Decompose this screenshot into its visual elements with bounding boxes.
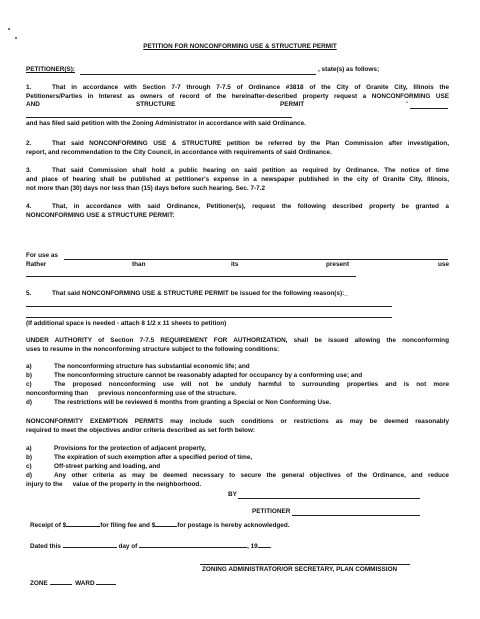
petitioner-sign-label: PETITIONER — [252, 508, 291, 515]
p4-line1 — [26, 203, 449, 211]
p2-number: 2. — [26, 140, 32, 147]
dated-text-c: , 19 — [247, 543, 258, 550]
criteria-d-line2-b: value of the property in the neighborhood. — [72, 481, 202, 488]
criteria-d-letter: d) — [26, 472, 33, 479]
dated-text-a: Dated this — [30, 543, 61, 550]
postage-field[interactable] — [155, 520, 177, 527]
zone-label: ZONE — [30, 580, 48, 587]
criteria-c-letter: c) — [26, 463, 32, 470]
p1-line4: and has filed said petition with the Zoning Administrator in accordance with said Ordinance. — [26, 120, 306, 127]
p1-blank-long[interactable] — [26, 117, 292, 118]
criteria-c — [26, 463, 160, 471]
p3-line2: and place of hearing shall be published at petitioner's expense in a newspaper published in the city of Granite City, Illinois, — [26, 176, 449, 183]
criteria-d-line2-a: injury to the — [26, 481, 63, 488]
for-use-word-use: use — [438, 261, 450, 268]
p1-word-permit: PERMIT — [280, 101, 305, 108]
petitioner-label: PETITIONER(S): — [26, 66, 75, 73]
p1-word-and: AND — [26, 101, 40, 108]
p2-text: That said NONCONFORMING USE & STRUCTURE petition be referred by the Plan Commission after investigation, — [52, 140, 449, 147]
p3-number: 3. — [26, 167, 32, 174]
condition-c-line1 — [26, 381, 449, 389]
condition-d — [26, 399, 331, 407]
dated-text-d: . — [269, 543, 272, 550]
zone-field[interactable] — [50, 578, 72, 585]
for-use-field-2[interactable] — [26, 276, 356, 277]
condition-c-line2-b: previous nonconforming use of the structure. — [98, 390, 237, 397]
dated-day-field[interactable] — [63, 541, 117, 548]
condition-b-text: The nonconforming structure cannot be reasonably adapted for occupancy by a conforming use; and — [54, 372, 363, 379]
condition-c-line2-a: nonconforming than — [26, 390, 89, 397]
by-label: BY — [228, 491, 237, 498]
criteria-a — [26, 445, 206, 453]
p1-blank-short[interactable] — [410, 108, 448, 109]
authority-line2: uses to resume in the nonconforming structure subject to the following conditions: — [26, 346, 280, 353]
p5-note: (If additional space is needed - attach 8 1/2 x 11 sheets to petition) — [26, 320, 227, 327]
ward-label: WARD — [75, 580, 95, 587]
reason-field-2[interactable] — [26, 317, 392, 318]
dated-line — [30, 541, 272, 551]
by-signature-field[interactable] — [238, 498, 420, 499]
p2-line2: report, and recommendation to the City Council, in accordance with requirements of said Ordinance. — [26, 149, 332, 156]
authority-line1: UNDER AUTHORITY of Section 7-7.5 REQUIREMENT FOR AUTHORIZATION, shall be issued allowing the nonconforming — [26, 337, 449, 344]
p3-line1 — [26, 167, 449, 175]
criteria-d-text: Any other criteria as may be deemed necessary to secure the general objectives of the Ordinance, and reduce — [54, 472, 449, 479]
condition-a-text: The nonconforming structure has substantial economic life; and — [54, 363, 250, 370]
p4-line2: NONCONFORMING USE & STRUCTURE PERMIT: — [26, 212, 175, 219]
for-use-word-than: than — [132, 261, 146, 268]
condition-c-line2 — [26, 390, 237, 398]
p1-line1 — [26, 84, 449, 92]
condition-d-letter: d) — [26, 399, 33, 406]
p3-line3: not more than (30) days nor less than (15) days before such hearing. Sec. 7-7.2 — [26, 185, 266, 192]
condition-c-letter: c) — [26, 381, 32, 388]
zoning-admin-label: ZONING ADMINISTRATOR/OR SECRETARY, PLAN COMMISSION — [202, 566, 398, 573]
p1-word-structure: STRUCTURE — [136, 101, 176, 108]
for-use-word-its: its — [231, 261, 239, 268]
p1-line2: Petitioners/Parties in Interest as owners of record of the hereinafter-described property request a NONCONFORMING USE — [26, 93, 449, 100]
exemption-line1: NONCONFORMITY EXEMPTION PERMITS may include such conditions or restrictions as may be deemed reasonably — [26, 418, 449, 425]
p1-word-dash: - — [406, 99, 409, 106]
zone-ward-line — [30, 578, 116, 588]
p1-number: 1. — [26, 84, 32, 91]
p4-text: That, in accordance with said Ordinance, Petitioner(s), request the following described property be granted a — [52, 203, 449, 210]
p5-line — [26, 290, 348, 298]
criteria-c-text: Off-street parking and loading, and — [54, 463, 161, 470]
receipt-text-a: Receipt of $ — [30, 522, 67, 529]
criteria-b — [26, 454, 252, 462]
condition-a — [26, 363, 250, 371]
reason-field-1[interactable] — [26, 306, 392, 307]
petitioner-state-suffix: , state(s) as follows; — [318, 66, 380, 73]
ward-field[interactable] — [96, 578, 116, 585]
for-use-label: For use as — [26, 252, 58, 259]
criteria-a-text: Provisions for the protection of adjacent property, — [54, 445, 206, 452]
page-title: PETITION FOR NONCONFORMING USE & STRUCTURE PERMIT — [143, 43, 337, 50]
receipt-text-b: for filing fee and $ — [100, 522, 156, 529]
for-use-field[interactable] — [64, 259, 448, 260]
p2-line1 — [26, 140, 449, 148]
for-use-word-present: present — [326, 261, 350, 268]
criteria-b-letter: b) — [26, 454, 33, 461]
condition-d-text: The restrictions will be reviewed 6 months from granting a Special or Non Conforming Use. — [54, 399, 331, 406]
condition-a-letter: a) — [26, 363, 32, 370]
p5-text: That said NONCONFORMING USE & STRUCTURE PERMIT be issued for the following reason(s):_ — [52, 290, 348, 297]
condition-b-letter: b) — [26, 372, 33, 379]
filing-fee-field[interactable] — [66, 520, 100, 527]
for-use-word-rather: Rather — [26, 261, 47, 268]
p5-number: 5. — [26, 290, 32, 297]
petitioner-signature-field[interactable] — [292, 515, 420, 516]
dated-month-field[interactable] — [139, 541, 247, 548]
petitioner-name-field[interactable] — [80, 74, 316, 75]
dated-text-b: day of — [118, 543, 138, 550]
criteria-a-letter: a) — [26, 445, 32, 452]
condition-b — [26, 372, 362, 380]
p4-number: 4. — [26, 203, 32, 210]
p1-text: That in accordance with Section 7-7 through 7-7.5 of Ordinance #3818 of the City of Granite City, Illinois the — [52, 84, 449, 91]
receipt-line — [30, 520, 290, 530]
zoning-admin-signature-field[interactable] — [200, 564, 410, 565]
p3-text: That said Commission shall hold a public hearing on said petition as required by Ordinance. The notice of time — [52, 167, 449, 174]
criteria-d-line2 — [26, 481, 201, 489]
receipt-text-c: for postage is hereby acknowledged. — [177, 522, 290, 529]
dated-year-field[interactable] — [258, 541, 270, 548]
criteria-d-line1 — [26, 472, 449, 480]
exemption-line2: required to meet the objectives and/or criteria described as set forth below: — [26, 427, 256, 434]
condition-c-text: The proposed nonconforming use will not be unduly harmful to surrounding properties and is not more — [54, 381, 449, 388]
scan-dot — [15, 37, 17, 39]
criteria-b-text: The expiration of such exemption after a specified period of time, — [54, 454, 253, 461]
scan-dot — [8, 28, 10, 30]
